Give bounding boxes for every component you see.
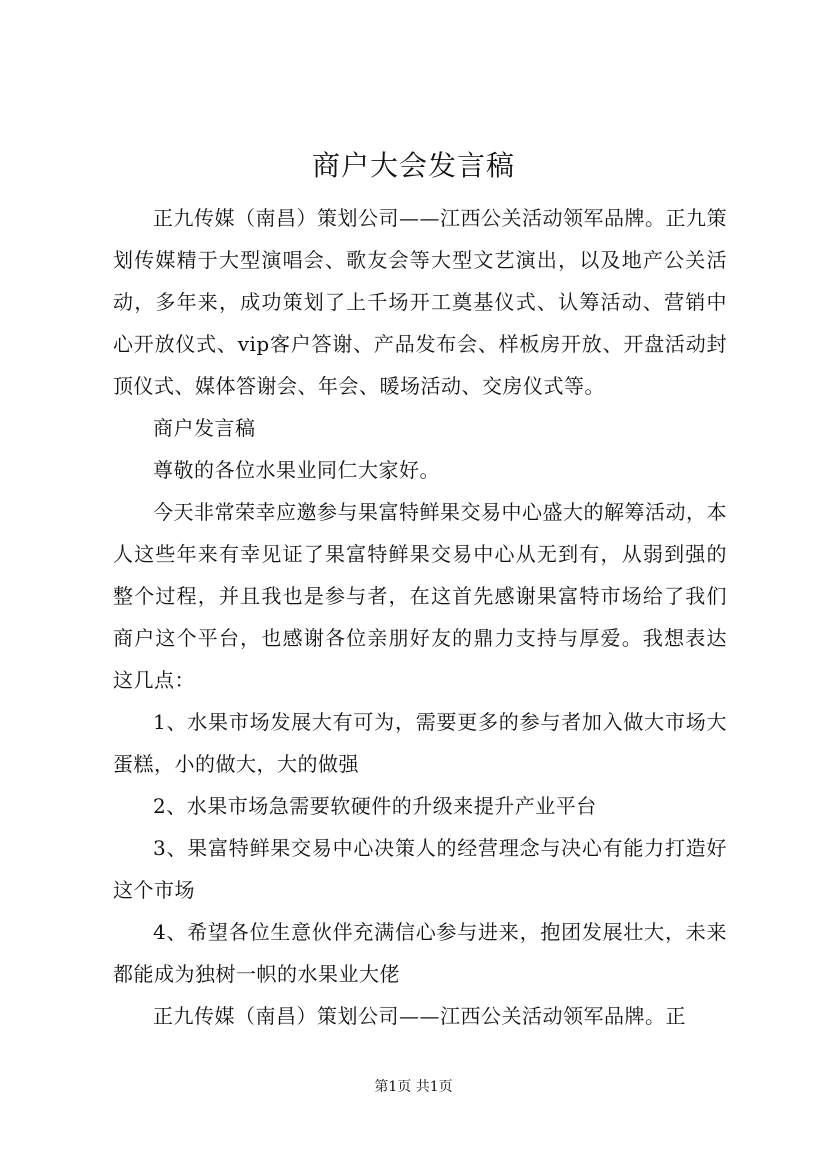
- paragraph-point-4: 4、希望各位生意伙伴充满信心参与进来，抱团发展壮大，未来都能成为独树一帜的水果业大佬: [113, 920, 727, 986]
- paragraph-point-3: 3、果富特鲜果交易中心决策人的经营理念与决心有能力打造好这个市场: [113, 836, 727, 902]
- paragraph-company-intro: 正九传媒（南昌）策划公司——江西公关活动领军品牌。正九策划传媒精于大型演唱会、歌友会等大型文艺演出，以及地产公关活动，多年来，成功策划了上千场开工奠基仪式、认筹活动、营销中心开放仪式、vip客户答谢、产品发布会、样板房开放、开盘活动封顶仪式、媒体答谢会、年会、暖场活动、交房仪式等。: [113, 206, 727, 398]
- paragraph-greeting: 尊敬的各位水果业同仁大家好。: [153, 458, 440, 482]
- paragraph-point-1: 1、水果市场发展大有可为，需要更多的参与者加入做大市场大蛋糕，小的做大，大的做强: [113, 710, 727, 776]
- document-body: [113, 197, 727, 1037]
- paragraph-opening: 今天非常荣幸应邀参与果富特鲜果交易中心盛大的解筹活动，本人这些年来有幸见证了果富特鲜果交易中心从无到有，从弱到强的整个过程，并且我也是参与者，在这首先感谢果富特市场给了我们商户这个平台，也感谢各位亲朋好友的鼎力支持与厚爱。我想表达这几点：: [113, 500, 727, 692]
- paragraph-point-2: 2、水果市场急需要软硬件的升级来提升产业平台: [153, 794, 597, 818]
- page-number-footer: 第1页 共1页: [374, 1079, 453, 1095]
- paragraph-company-intro-repeat: 正九传媒（南昌）策划公司——江西公关活动领军品牌。正: [153, 1004, 686, 1028]
- paragraph-speech-heading: 商户发言稿: [153, 416, 256, 440]
- document-title: 商户大会发言稿: [311, 149, 515, 182]
